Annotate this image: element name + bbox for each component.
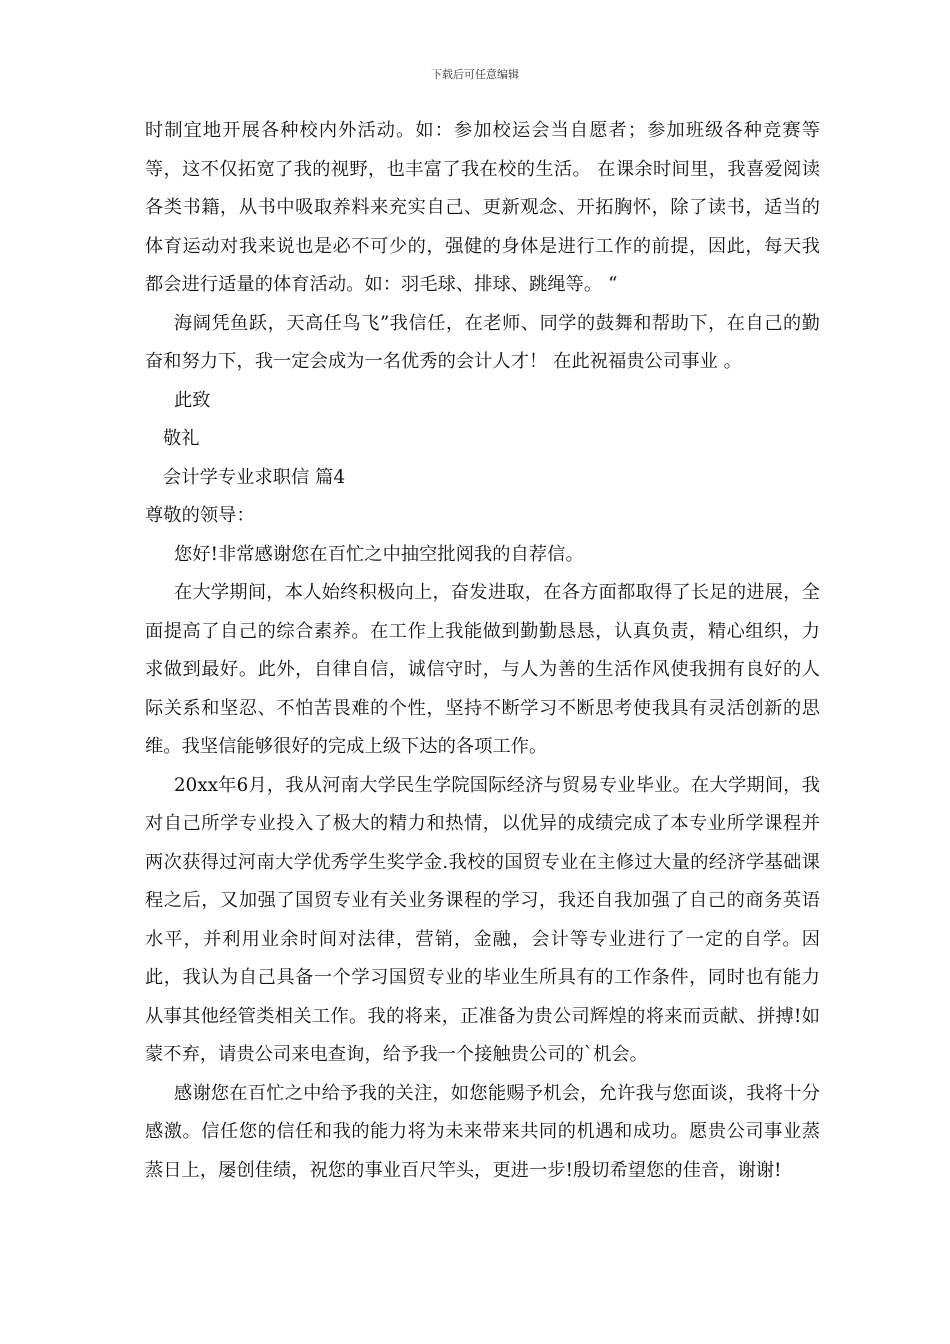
- paragraph-motto: 海阔凭鱼跃，天高任鸟飞”我信任，在老师、同学的鼓舞和帮助下，在自己的勤奋和努力下，我一定会成为一名优秀的会计人才！ 在此祝福贵公司事业 。: [145, 312, 820, 372]
- closing-regards: 敬礼: [163, 428, 200, 449]
- paragraph-graduation: 20xx年6月，我从河南大学民生学院国际经济与贸易专业毕业。在大学期间，我对自己所学专业投入了极大的精力和热情，以优异的成绩完成了本专业所学课程并两次获得过河南大学优秀学生奖学金.我校的国贸专业在主修过大量的经济学基础课程之后，又加强了国贸专业有关业务课程的学习，我还自我加强了自己的商务英语水平，并利用业余时间对法律，营销，金融，会计等专业进行了一定的自学。因此，我认为自己具备一个学习国贸专业的毕业生所具有的工作条件，同时也有能力从事其他经管类相关工作。我的将来，正准备为贵公司辉煌的将来而贡献、拼搏!如蒙不弃，请贵公司来电查询，给予我一个接触贵公司的`机会。: [145, 774, 820, 1065]
- page-header-note: 下载后可任意编辑: [431, 68, 519, 81]
- letter-greeting: 尊敬的领导：: [145, 505, 255, 526]
- paragraph-conclusion: 感谢您在百忙之中给予我的关注，如您能赐予机会，允许我与您面谈，我将十分感激。信任您的信任和我的能力将为未来带来共同的机遇和成功。愿贵公司事业蒸蒸日上，屡创佳绩，祝您的事业百尺竿头，更进一步!殷切希望您的佳音，谢谢!: [145, 1082, 820, 1181]
- paragraph-thanks: 您好!非常感谢您在百忙之中抽空批阅我的自荐信。: [174, 543, 584, 565]
- document-body: [145, 112, 820, 1190]
- closing-salutation: 此致: [174, 389, 211, 411]
- paragraph-activities: 时制宜地开展各种校内外活动。如：参加校运会当自愿者；参加班级各种竞赛等等，这不仅拓宽了我的视野，也丰富了我在校的生活。 在课余时间里，我喜爱阅读各类书籍，从书中吸取养料来充实自己、更新观念、开拓胸怀，除了读书，适当的体育运动对我来说也是必不可少的，强健的身体是进行工作的前提，因此，每天我都会进行适量的体育活动。如：羽毛球、排球、跳绳等。 “: [145, 120, 820, 295]
- section-title: 会计学专业求职信 篇4: [163, 466, 346, 488]
- paragraph-university: 在大学期间，本人始终积极向上，奋发进取，在各方面都取得了长足的进展，全面提高了自己的综合素养。在工作上我能做到勤勤恳恳，认真负责，精心组织，力求做到最好。此外，自律自信，诚信守时，与人为善的生活作风使我拥有良好的人际关系和坚忍、不怕苦畏难的个性，坚持不断学习不断思考使我具有灵活创新的思维。我坚信能够很好的完成上级下达的各项工作。: [145, 582, 820, 757]
